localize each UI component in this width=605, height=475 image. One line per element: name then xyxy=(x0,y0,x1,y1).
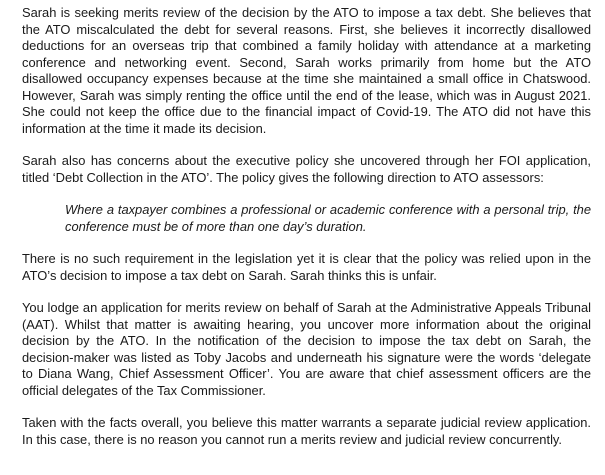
policy-quote: Where a taxpayer combines a professional or academic conference with a personal trip, the conference must be of more than one day’s duration. xyxy=(65,202,591,234)
paragraph-merits-review-background: Sarah is seeking merits review of the decision by the ATO to impose a tax debt. She believes that the ATO miscalculated the debt for several reasons. First, she believes it incorrectly disallowed deductions for an overseas trip that combined a family holiday with attendance at a marketing conference and networking event. Second, Sarah works primarily from home but the ATO disallowed occupancy expenses because at the time she maintained a small office in Chatswood. However, Sarah was simply renting the office until the end of the lease, which was in August 2021. She could not keep the office due to the financial impact of Covid-19. The ATO did not have this information at the time it made its decision. xyxy=(22,5,591,136)
paragraph-judicial-review: Taken with the facts overall, you believe this matter warrants a separate judicial review application. In this case, there is no reason you cannot run a merits review and judicial review concurrently. xyxy=(22,415,591,447)
paragraph-executive-policy: Sarah also has concerns about the executive policy she uncovered through her FOI application, titled ‘Debt Collection in the ATO’. The policy gives the following direction to ATO assessors: xyxy=(22,153,591,185)
paragraph-legislation: There is no such requirement in the legislation yet it is clear that the policy was relied upon in the ATO’s decision to impose a tax debt on Sarah. Sarah thinks this is unfair. xyxy=(22,251,591,283)
paragraph-aat-application: You lodge an application for merits review on behalf of Sarah at the Administrative Appeals Tribunal (AAT). Whilst that matter is awaiting hearing, you uncover more information about the original decision by the ATO. In the notification of the decision to impose the tax debt on Sarah, the decision-maker was listed as Toby Jacobs and underneath his signature were the words ‘delegate to Diana Wang, Chief Assessment Officer’. You are aware that chief assessment officers are the official delegates of the Tax Commissioner. xyxy=(22,300,591,398)
